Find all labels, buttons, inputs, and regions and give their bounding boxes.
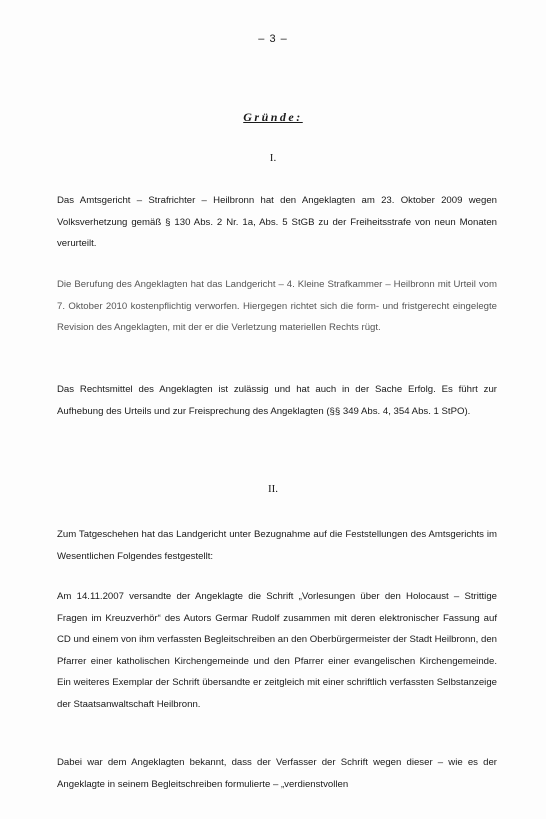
paragraph-2: Die Berufung des Angeklagten hat das Landgericht – 4. Kleine Strafkammer – Heilbronn mit Urteil vom 7. Oktober 2010 kostenpflichtig verworfen. Hiergegen richtet sich die form- und fristgerecht eingelegte Revision des Angeklagten, mit der er die Verletzung materiellen Rechts rügt. — [57, 279, 497, 333]
section-number-two: II. — [267, 483, 279, 495]
paragraph-6: Dabei war dem Angeklagten bekannt, dass der Verfasser der Schrift wegen dieser – wie es der Angeklagte in seinem Begleitschreiben formulierte – „verdienstvollen — [57, 757, 497, 790]
page-number: – 3 – — [258, 33, 288, 45]
paragraph-1: Das Amtsgericht – Strafrichter – Heilbronn hat den Angeklagten am 23. Oktober 2009 wegen Volksverhetzung gemäß § 130 Abs. 2 Nr. 1a, Abs. 5 StGB zu der Freiheitsstrafe von neun Monaten verurteilt. — [57, 195, 497, 249]
paragraph-4: Zum Tatgeschehen hat das Landgericht unter Bezugnahme auf die Feststellungen des Amtsgerichts im Wesentlichen Folgendes festgestellt: — [57, 529, 497, 562]
document-heading: Gründe: — [243, 110, 303, 124]
paragraph-3: Das Rechtsmittel des Angeklagten ist zulässig und hat auch in der Sache Erfolg. Es führt zur Aufhebung des Urteils und zur Freisprechung des Angeklagten (§§ 349 Abs. 4, 354 Abs. 1 StPO). — [57, 384, 497, 417]
section-number-one: I. — [269, 152, 277, 164]
paragraph-5: Am 14.11.2007 versandte der Angeklagte die Schrift „Vorlesungen über den Holocaust – Strittige Fragen im Kreuzverhör“ des Autors Germar Rudolf zusammen mit deren elektronischer Fassung auf CD und einem von ihm verfassten Begleitschreiben an den Oberbürgermeister der Stadt Heilbronn, den Pfarrer einer katholischen Kirchengemeinde und den Pfarrer einer evangelischen Kirchengemeinde. Ein weiteres Exemplar der Schrift übersandte er zeitgleich mit einer schriftlich verfassten Selbstanzeige der Staatsanwaltschaft Heilbronn. — [57, 591, 497, 710]
